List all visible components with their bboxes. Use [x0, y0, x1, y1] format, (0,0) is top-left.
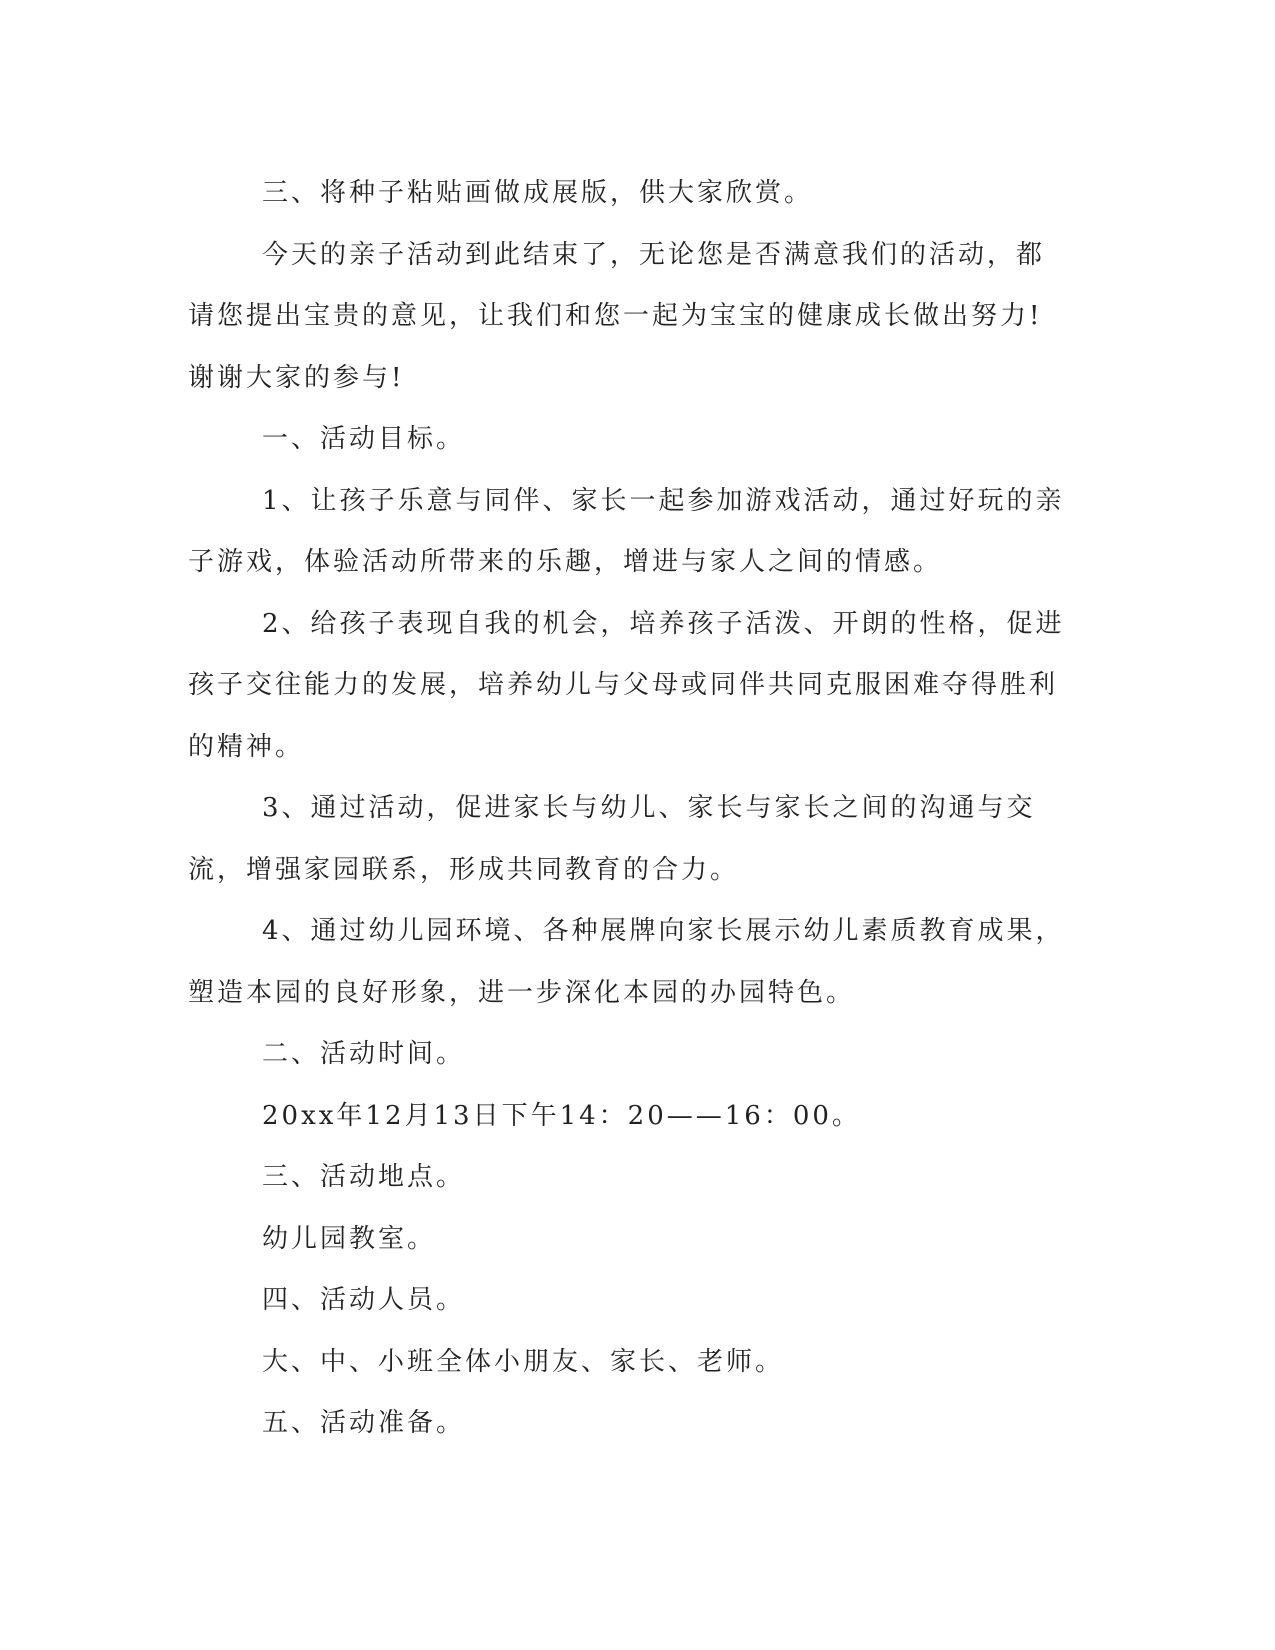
document-body — [188, 163, 1068, 1455]
paragraph-closing-thanks: 今天的亲子活动到此结束了，无论您是否满意我们的活动，都请您提出宝贵的意见，让我们和您一起为宝宝的健康成长做出努力!谢谢大家的参与! — [188, 239, 1046, 393]
heading-activity-goals: 一、活动目标。 — [262, 424, 466, 454]
paragraph-display-seed-art: 三、将种子粘贴画做成展版，供大家欣赏。 — [262, 178, 814, 208]
heading-activity-location: 三、活动地点。 — [262, 1162, 466, 1192]
paragraph-goal-4: 4、通过幼儿园环境、各种展牌向家长展示幼儿素质教育成果，塑造本园的良好形象，进一步深化本园的办园特色。 — [188, 916, 1065, 1008]
paragraph-activity-time: 20xx年12月13日下午14：20——16：00。 — [262, 1100, 861, 1131]
paragraph-activity-participants: 大、中、小班全体小朋友、家长、老师。 — [262, 1346, 785, 1377]
heading-activity-participants: 四、活动人员。 — [262, 1285, 466, 1315]
paragraph-goal-3: 3、通过活动，促进家长与幼儿、家长与家长之间的沟通与交流，增强家园联系，形成共同教育的合力。 — [188, 793, 1036, 885]
paragraph-goal-1: 1、让孩子乐意与同伴、家长一起参加游戏活动，通过好玩的亲子游戏，体验活动所带来的乐趣，增进与家人之间的情感。 — [188, 485, 1065, 577]
heading-activity-time: 二、活动时间。 — [262, 1039, 466, 1069]
heading-activity-preparation: 五、活动准备。 — [262, 1408, 466, 1438]
paragraph-activity-location: 幼儿园教室。 — [262, 1223, 437, 1254]
paragraph-goal-2: 2、给孩子表现自我的机会，培养孩子活泼、开朗的性格，促进孩子交往能力的发展，培养幼儿与父母或同伴共同克服困难夺得胜利的精神。 — [188, 608, 1065, 762]
